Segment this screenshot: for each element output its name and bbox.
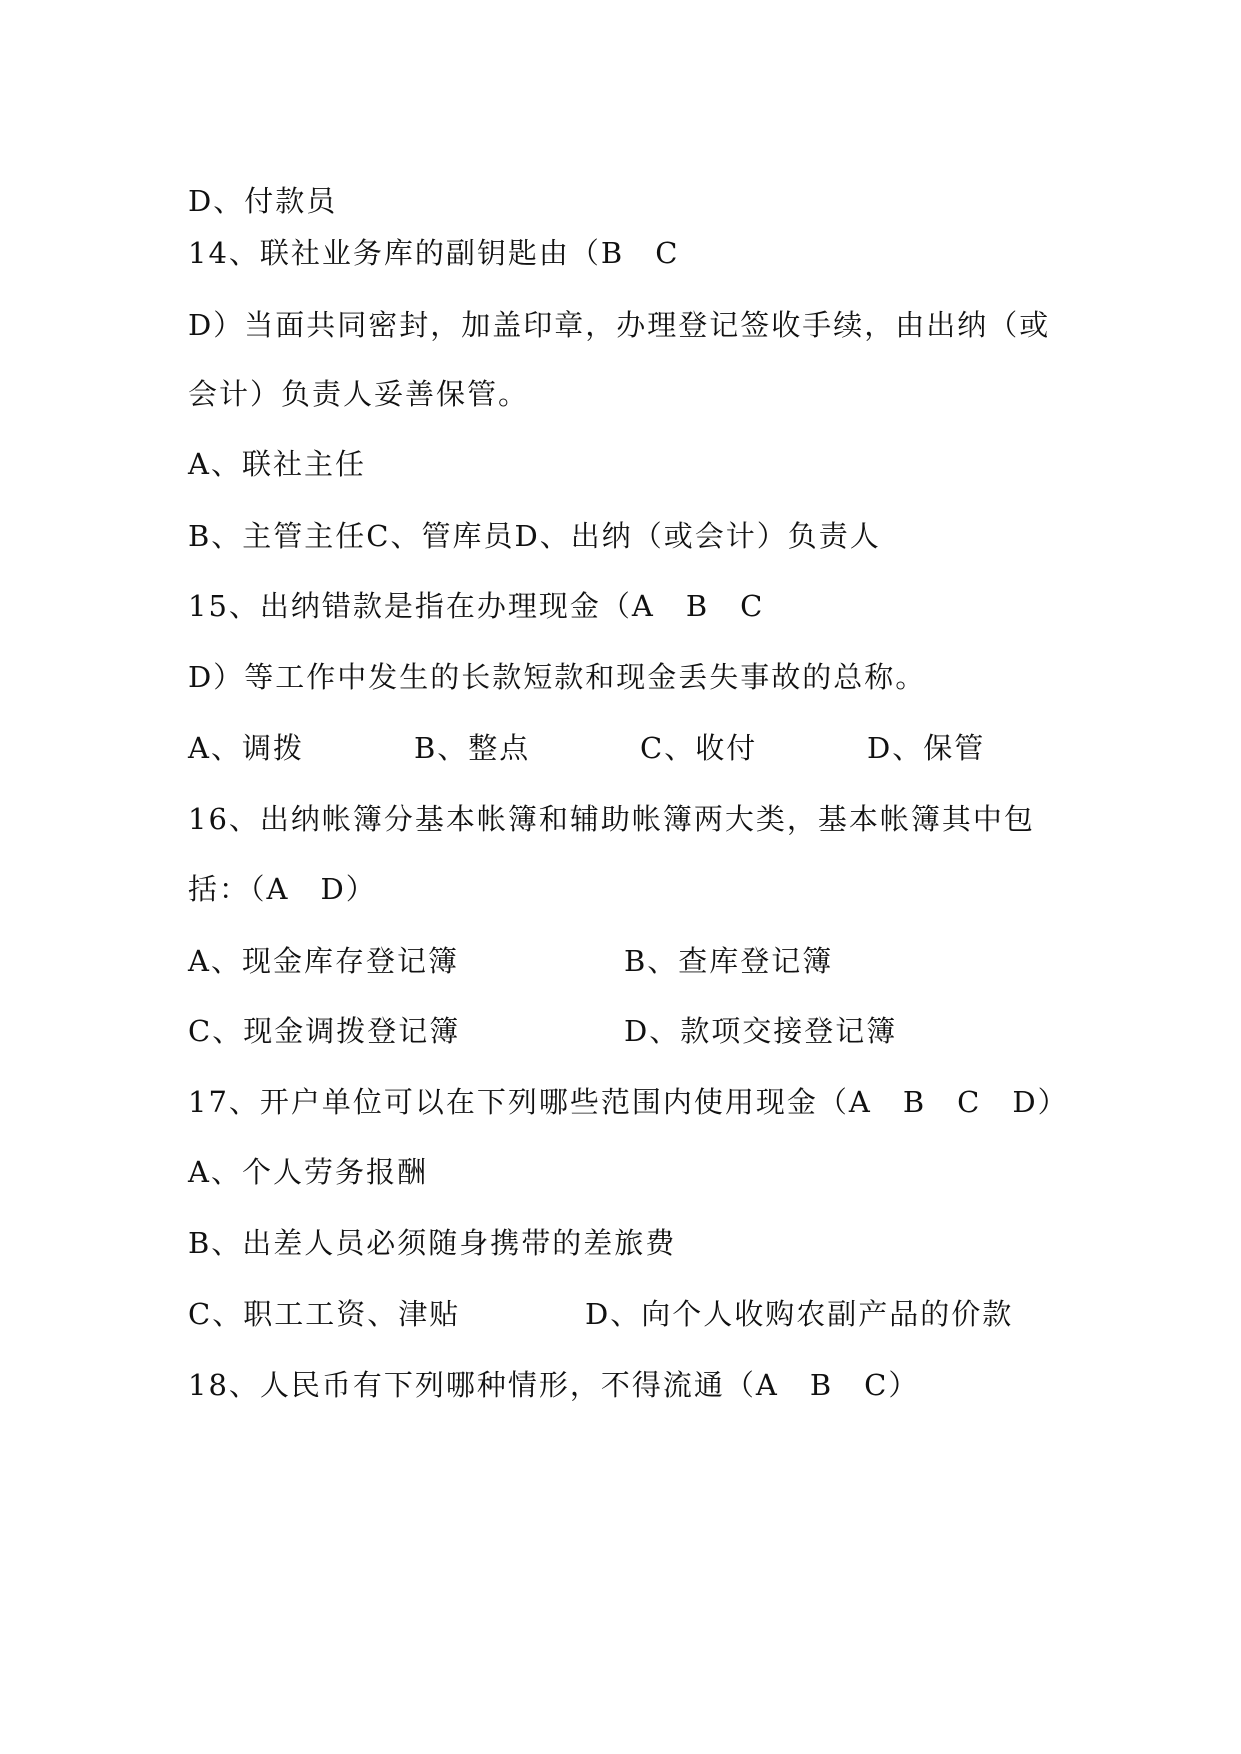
- question-16-option-a: A、现金库存登记簿: [188, 944, 459, 978]
- question-15-option-a: A、调拨: [188, 731, 304, 765]
- question-17-option-b: B、出差人员必须随身携带的差旅费: [188, 1226, 677, 1260]
- question-14-continuation-2: 会计）负责人妥善保管。: [188, 377, 530, 411]
- question-14-stem: 14、联社业务库的副钥匙由（B C: [188, 236, 680, 270]
- question-16-stem: 16、出纳帐簿分基本帐簿和辅助帐簿两大类，基本帐簿其中包: [188, 802, 1035, 836]
- question-14-option-a: A、联社主任: [188, 447, 366, 481]
- question-15-continuation: D）等工作中发生的长款短款和现金丢失事故的总称。: [188, 660, 927, 694]
- question-18-stem: 18、人民币有下列哪种情形，不得流通（A B C）: [188, 1368, 920, 1402]
- question-17-stem: 17、开户单位可以在下列哪些范围内使用现金（A B C D）: [188, 1085, 1069, 1119]
- question-15-option-d: D、保管: [867, 731, 986, 765]
- question-15-option-c: C、收付: [640, 731, 758, 765]
- question-16-option-c: C、现金调拨登记簿: [188, 1014, 461, 1048]
- question-14-continuation: D）当面共同密封，加盖印章，办理登记签收手续，由出纳（或: [188, 308, 1051, 342]
- question-17-option-a: A、个人劳务报酬: [188, 1155, 428, 1189]
- question-17-option-c: C、职工工资、津贴: [188, 1297, 461, 1331]
- question-17-option-d: D、向个人收购农副产品的价款: [585, 1297, 1014, 1331]
- question-15-option-b: B、整点: [414, 731, 531, 765]
- question-16-continuation: 括：（A D）: [188, 872, 377, 906]
- question-16-option-b: B、查库登记簿: [624, 944, 834, 978]
- question-14-options-bcd: B、主管主任C、管库员D、出纳（或会计）负责人: [188, 519, 881, 553]
- option-d-payer: D、付款员: [188, 184, 338, 218]
- question-16-option-d: D、款项交接登记簿: [624, 1014, 898, 1048]
- question-15-stem: 15、出纳错款是指在办理现金（A B C: [188, 589, 765, 623]
